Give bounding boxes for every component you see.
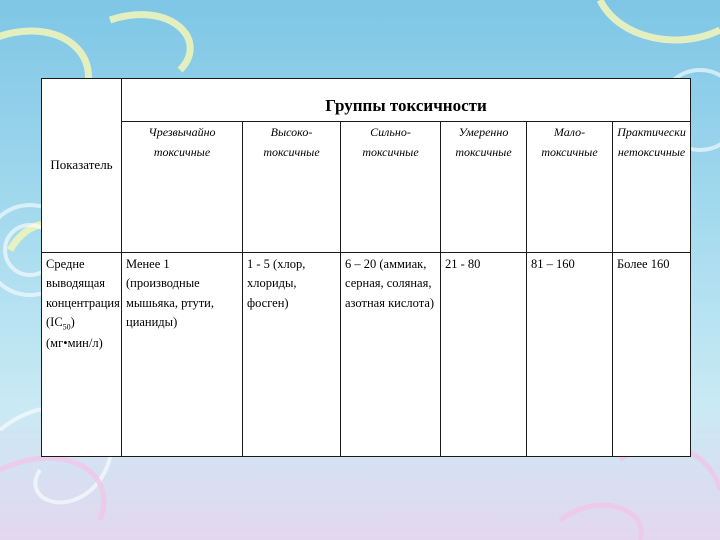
indicator-header: Показатель	[42, 79, 122, 253]
column-header: Практически нетоксичные	[613, 122, 691, 253]
column-header: Высоко-токсичные	[243, 122, 341, 253]
column-header: Сильно-токсичные	[341, 122, 441, 253]
table-cell: 1 - 5 (хлор, хлориды, фосген)	[243, 253, 341, 457]
table-cell: Менее 1 (производные мышьяка, ртути, цианиды)	[122, 253, 243, 457]
table-cell: Более 160	[613, 253, 691, 457]
toxicity-table	[41, 78, 691, 457]
row-label	[42, 253, 122, 457]
table-cell: 21 - 80	[441, 253, 527, 457]
group-header: Группы токсичности	[122, 79, 691, 122]
row-label-text: Средне выводящая концентрация $(IC_{50})$ (мг•мин/л)	[46, 257, 120, 351]
table-cell: 6 – 20 (аммиак, серная, соляная, азотная кислота)	[341, 253, 441, 457]
column-header: Чрезвычайно токсичные	[122, 122, 243, 253]
table-cell: 81 – 160	[527, 253, 613, 457]
column-header: Умеренно токсичные	[441, 122, 527, 253]
column-header: Мало-токсичные	[527, 122, 613, 253]
